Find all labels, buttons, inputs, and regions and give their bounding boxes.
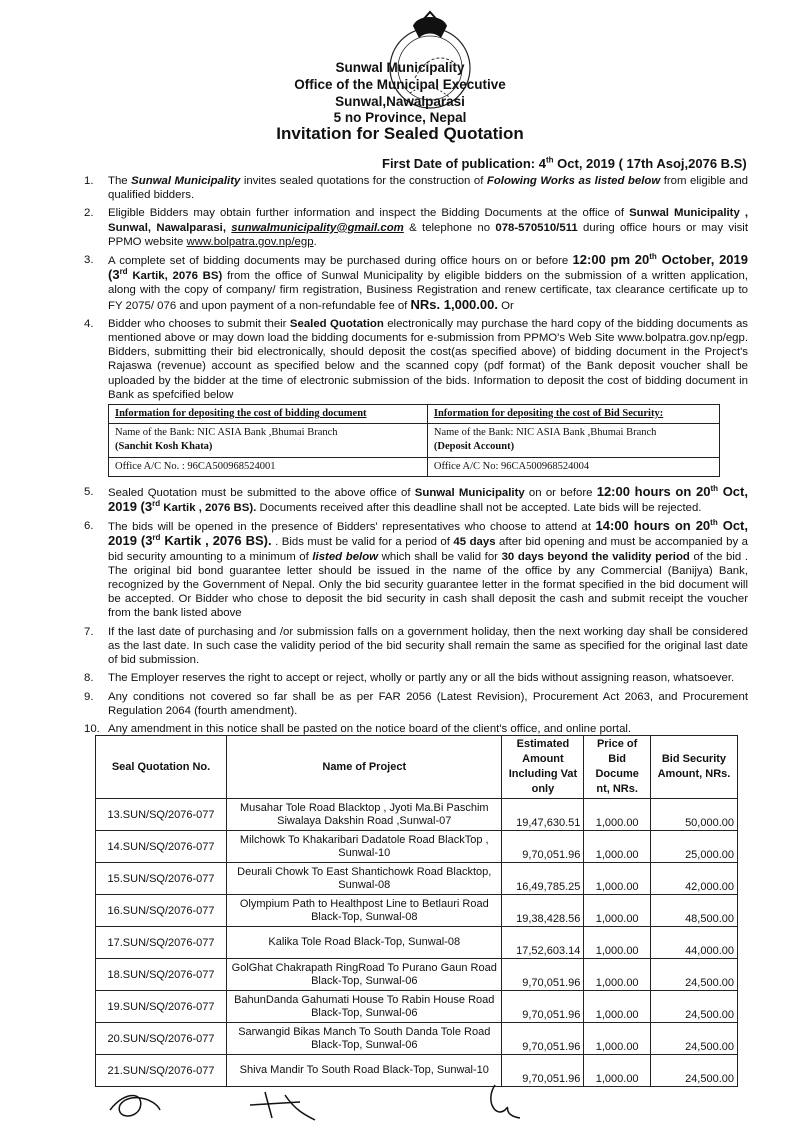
bid-security-cell: 24,500.00 xyxy=(650,1055,737,1087)
doc-price-cell: 1,000.00 xyxy=(584,991,651,1023)
col-header-quotation-no: Seal Quotation No. xyxy=(96,736,227,799)
estimate-cell: 17,52,603.14 xyxy=(502,927,584,959)
project-name-cell: Shiva Mandir To South Road Black-Top, Sunwal-10 xyxy=(227,1055,502,1087)
project-name-cell: Sarwangid Bikas Manch To South Danda Tole Road Black-Top, Sunwal-06 xyxy=(227,1023,502,1055)
table-row xyxy=(96,831,738,863)
project-name-cell: Milchowk To Khakaribari Dadatole Road BlackTop , Sunwal-10 xyxy=(227,831,502,863)
doc-price-cell: 1,000.00 xyxy=(584,1023,651,1055)
notice-items xyxy=(84,174,748,740)
notice-item-5: 5. Sealed Quotation must be submitted to the above office of Sunwal Municipality on or before 12:00 hours on 20th Oct, 2019 (3rd Kartik , 2076 BS). Documents received after this deadline shall not be accepted. Late bids will be rejected. xyxy=(84,483,748,515)
publication-date: First Date of publication: 4th Oct, 2019 ( 17th Asoj,2076 B.S) xyxy=(382,155,747,171)
col-header-bid-security: Bid Security Amount, NRs. xyxy=(650,736,737,799)
doc-price-cell: 1,000.00 xyxy=(584,895,651,927)
province-line: 5 no Province, Nepal xyxy=(333,110,467,125)
municipality-name: Sunwal Municipality xyxy=(335,60,465,75)
projects-table-body xyxy=(96,799,738,1087)
bid-security-cell: 44,000.00 xyxy=(650,927,737,959)
col-header-project: Name of Project xyxy=(227,736,502,799)
bank-left-account: Office A/C No. : 96CA500968524001 xyxy=(109,457,428,476)
ppmo-website-link[interactable]: www.bolpatra.gov.np/egp xyxy=(186,235,314,248)
bid-security-cell: 50,000.00 xyxy=(650,799,737,831)
estimate-cell: 19,38,428.56 xyxy=(502,895,584,927)
quotation-no-cell: 21.SUN/SQ/2076-077 xyxy=(96,1055,227,1087)
notice-item-3: 3. A complete set of bidding documents may be purchased during office hours on or before 12:00 pm 20th October, 2019 (3rd Kartik, 2076 BS) from the office of Sunwal Municipality by eligible bidders on the submission of a written application, along with the copy of company/ firm registration, Business Registration and renew certificate, tax clearance certificate up to FY 2075/ 076 and upon payment of a non-refundable fee of NRs. 1,000.00. Or xyxy=(84,252,748,312)
table-row xyxy=(96,895,738,927)
quotation-no-cell: 17.SUN/SQ/2076-077 xyxy=(96,927,227,959)
doc-price-cell: 1,000.00 xyxy=(584,1055,651,1087)
estimate-cell: 9,70,051.96 xyxy=(502,991,584,1023)
bank-right-name: Name of the Bank: NIC ASIA Bank ,Bhumai Branch (Deposit Account) xyxy=(427,424,719,457)
table-row xyxy=(96,863,738,895)
bank-right-header: Information for depositing the cost of Bid Security: xyxy=(427,405,719,424)
quotation-no-cell: 15.SUN/SQ/2076-077 xyxy=(96,863,227,895)
office-location: Sunwal,Nawalparasi xyxy=(335,94,465,109)
quotation-no-cell: 16.SUN/SQ/2076-077 xyxy=(96,895,227,927)
notice-item-10: 10. Any amendment in this notice shall be pasted on the notice board of the client's office, and online portal. xyxy=(84,722,632,735)
doc-price-cell: 1,000.00 xyxy=(584,831,651,863)
col-header-doc-price: Price of Bid Docume nt, NRs. xyxy=(584,736,651,799)
table-row xyxy=(96,1023,738,1055)
quotation-no-cell: 14.SUN/SQ/2076-077 xyxy=(96,831,227,863)
bid-security-cell: 48,500.00 xyxy=(650,895,737,927)
doc-price-cell: 1,000.00 xyxy=(584,863,651,895)
bid-security-cell: 24,500.00 xyxy=(650,991,737,1023)
quotation-no-cell: 13.SUN/SQ/2076-077 xyxy=(96,799,227,831)
bank-info-table xyxy=(108,404,720,477)
estimate-cell: 9,70,051.96 xyxy=(502,959,584,991)
estimate-cell: 9,70,051.96 xyxy=(502,1055,584,1087)
bid-security-cell: 42,000.00 xyxy=(650,863,737,895)
table-row xyxy=(96,927,738,959)
project-name-cell: Kalika Tole Road Black-Top, Sunwal-08 xyxy=(227,927,502,959)
table-row xyxy=(96,991,738,1023)
quotation-no-cell: 18.SUN/SQ/2076-077 xyxy=(96,959,227,991)
project-name-cell: BahunDanda Gahumati House To Rabin House Road Black-Top, Sunwal-06 xyxy=(227,991,502,1023)
project-name-cell: Deurali Chowk To East Shantichowk Road Blacktop, Sunwal-08 xyxy=(227,863,502,895)
project-name-cell: Musahar Tole Road Blacktop , Jyoti Ma.Bi Paschim Siwalaya Dakshin Road ,Sunwal-07 xyxy=(227,799,502,831)
notice-item-6: 6. The bids will be opened in the presence of Bidders' representatives who choose to attend at 14:00 hours on 20th Oct, 2019 (3rd Kartik , 2076 BS). . Bids must be valid for a period of 45 days after bid opening and must be accompanied by a bid security amounting to a minimum of listed below which shall be valid for 30 days beyond the validity period of the bid . The original bid bond guarantee letter should be issued in the name of the office by any Commercial (Banijya) Bank, recognized by the Government of Nepal. Only the bid security guarantee letter in the format specified in the bid document will be accepted. Or Bidder who chose to deposit the bid security in cash shall deposit the cash and submit receipt the voucher from the bank listed above xyxy=(84,518,748,620)
notice-item-9: 9. Any conditions not covered so far shall be as per FAR 2056 (Latest Revision), Procurement Act 2063, and Procurement Regulation 2064 (fourth amendment). xyxy=(84,690,748,717)
notice-item-1: 1. The Sunwal Municipality invites sealed quotations for the construction of Folowing Works as listed below from eligible and qualified bidders. xyxy=(84,175,748,202)
estimate-cell: 9,70,051.96 xyxy=(502,831,584,863)
bid-security-cell: 24,500.00 xyxy=(650,1023,737,1055)
doc-price-cell: 1,000.00 xyxy=(584,927,651,959)
bid-security-cell: 25,000.00 xyxy=(650,831,737,863)
notice-title: Invitation for Sealed Quotation xyxy=(276,124,524,143)
notice-item-4: 4. Bidder who chooses to submit their Sealed Quotation electronically may purchase the hard copy of the bidding documents as mentioned above or may down load the bidding documents for e-submission from PPMO's Web Site www.bolpatra.gov.np/egp. Bidders, submitting their bid electronically, should deposit the cost(as specified above) of bidding document in the Project's Rajaswa (revenue) account as specified below and the scanned copy (pdf format) of the Bank deposit voucher shall be uploaded by the bidder at the time of electronic submission of the bids. Information to deposit the cost of bidding document in Bank as spefcified below Information for depositing the cost of bidding document Information for depositing the cost of Bid Security: Name of the Bank: NIC ASIA Bank ,Bhumai Branch (Sanchit Kosh Khata) Name of the Bank: NIC ASIA Bank ,Bhumai Branch (Deposit Account) Office A/C No. : 96CA500968524001 Office A/C No: 96CA500968524004 xyxy=(84,317,748,477)
table-row xyxy=(96,959,738,991)
office-name: Office of the Municipal Executive xyxy=(294,77,506,92)
bank-left-header: Information for depositing the cost of bidding document xyxy=(109,405,428,424)
quotation-no-cell: 19.SUN/SQ/2076-077 xyxy=(96,991,227,1023)
signatures xyxy=(100,1080,560,1125)
projects-table-header xyxy=(96,736,738,799)
doc-price-cell: 1,000.00 xyxy=(584,799,651,831)
col-header-estimate: Estimated Amount Including Vat only xyxy=(502,736,584,799)
bank-left-name: Name of the Bank: NIC ASIA Bank ,Bhumai Branch (Sanchit Kosh Khata) xyxy=(109,424,428,457)
doc-price-cell: 1,000.00 xyxy=(584,959,651,991)
estimate-cell: 16,49,785.25 xyxy=(502,863,584,895)
notice-item-8: 8. The Employer reserves the right to accept or reject, wholly or partly any or all the bids without assigning reason, whatsoever. xyxy=(84,672,735,685)
quotation-no-cell: 20.SUN/SQ/2076-077 xyxy=(96,1023,227,1055)
project-name-cell: GolGhat Chakrapath RingRoad To Purano Gaun Road Black-Top, Sunwal-06 xyxy=(227,959,502,991)
notice-item-2: 2. Eligible Bidders may obtain further information and inspect the Bidding Documents at the office of Sunwal Municipality , Sunwal, Nawalparasi, sunwalmunicipality@gmail.com & telephone no 078-570510/511 during office hours or may visit PPMO website www.bolpatra.gov.np/egp. xyxy=(84,207,749,248)
bank-right-account: Office A/C No: 96CA500968524004 xyxy=(427,457,719,476)
project-name-cell: Olympium Path to Healthpost Line to Betlauri Road Black-Top, Sunwal-08 xyxy=(227,895,502,927)
table-row xyxy=(96,799,738,831)
bid-security-cell: 24,500.00 xyxy=(650,959,737,991)
estimate-cell: 9,70,051.96 xyxy=(502,1023,584,1055)
email-link[interactable]: sunwalmunicipality@gmail.com xyxy=(231,221,404,234)
projects-table xyxy=(95,735,738,1087)
notice-item-7: 7. If the last date of purchasing and /or submission falls on a government holiday, then the next working day shall be considered as the last date. In such case the validity period of the bid security shall remain the same as specified for the original last date of bid submission. xyxy=(84,625,748,667)
estimate-cell: 19,47,630.51 xyxy=(502,799,584,831)
